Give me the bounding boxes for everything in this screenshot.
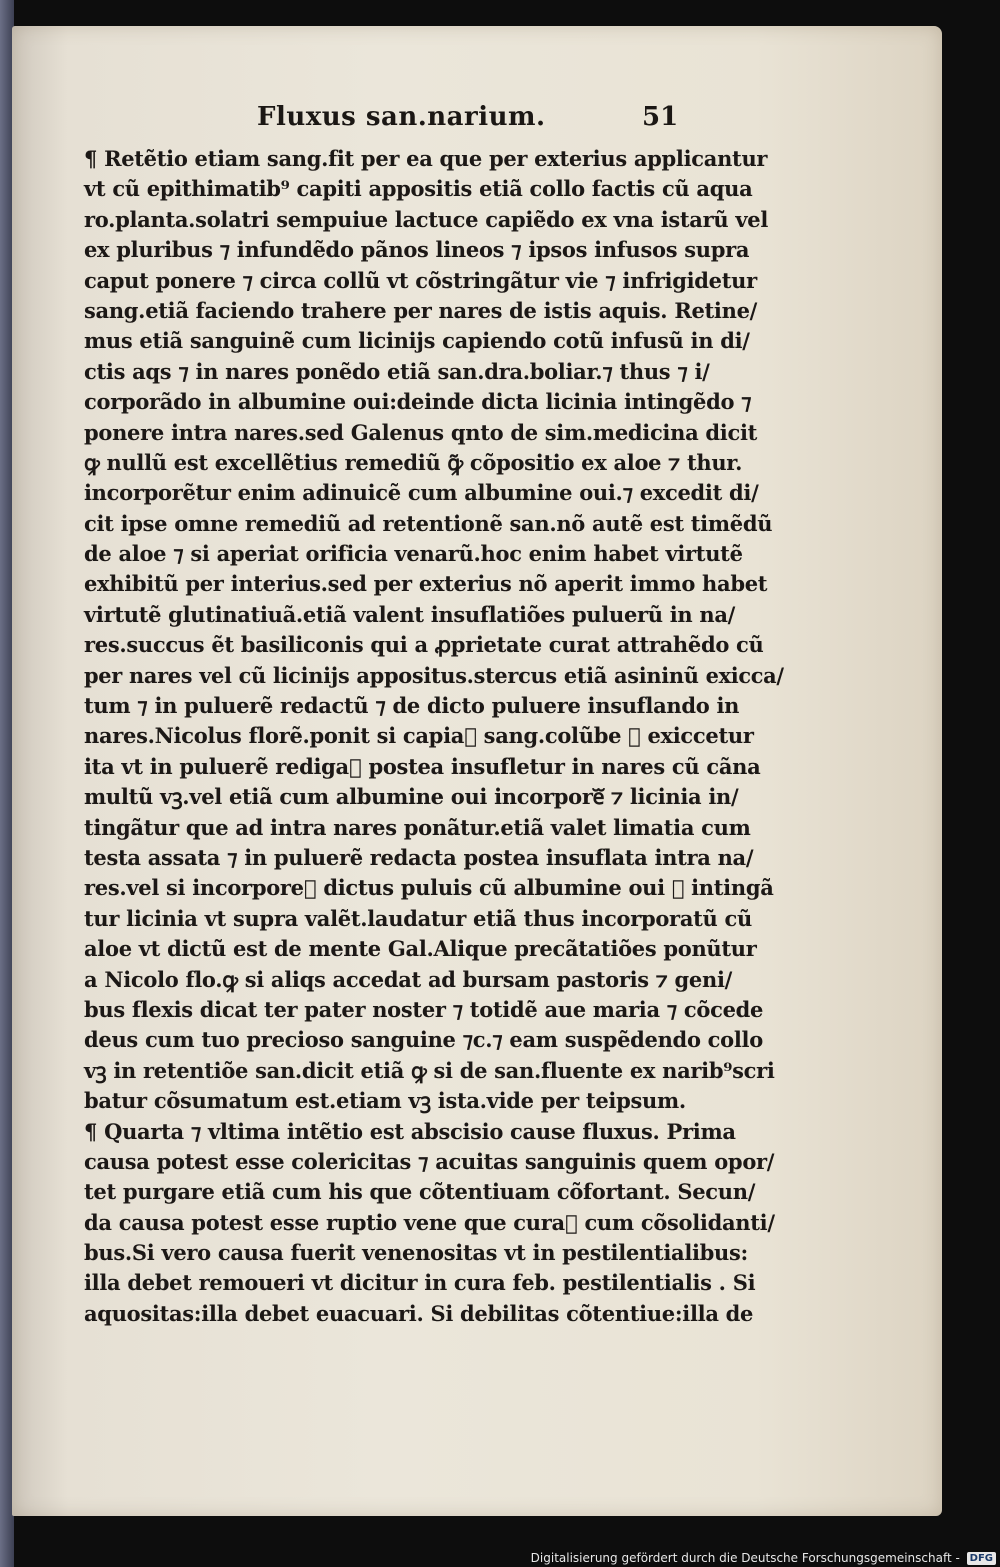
text-line: caput ponere ⁊ circa collũ vt cõstringãtur vie ⁊ infrigidetur [84,267,757,293]
text-line: tur licinia vt supra valẽt.laudatur etiã thus incorporatũ cũ [84,905,752,931]
text-line: per nares vel cũ licinijs appositus.stercus etiã asininũ exicca/ [84,662,784,688]
text-line: exhibitũ per interius.sed per exterius nõ aperit immo habet [84,571,768,597]
text-line: cit ipse omne remediũ ad retentionẽ san.nõ autẽ est timẽdũ [84,510,773,536]
text-line: testa assata ⁊ in puluerẽ redacta postea insuflata intra na/ [84,844,754,870]
text-line: ctis aqs ⁊ in nares ponẽdo etiã san.dra.boliar.⁊ thus ⁊ i/ [84,358,710,384]
text-line: ex pluribus ⁊ infundẽdo pãnos lineos ⁊ ipsos infusos supra [84,237,750,263]
text-line: multũ vꝫ.vel etiã cum albumine oui incorporeᷓ ⁊ licinia in/ [84,784,739,810]
text-line: corporãdo in albumine oui:deinde dicta licinia intingẽdo ⁊ [84,389,752,415]
text-line: vꝫ in retentiõe san.dicit etiã ꝙ si de san.fluente ex narib⁹scri [84,1057,775,1083]
text-line: de aloe ⁊ si aperiat orificia venarũ.hoc enim habet virtutẽ [84,541,743,567]
text-line: tum ⁊ in puluerẽ redactũ ⁊ de dicto puluere insuflando in [84,693,740,719]
digitization-credit [523,1549,1000,1567]
text-line: aloe vt dictũ est de mente Gal.Alique precãtatiões ponũtur [84,936,757,962]
text-line: ¶ Retẽtio etiam sang.fit per ea que per exterius applicantur [84,146,768,171]
book-page [12,26,942,1516]
page-header [12,102,942,142]
folio-number: 51 [642,102,679,132]
text-line: ponere intra nares.sed Galenus qnto de sim.medicina dicit [84,419,758,445]
text-line: virtutẽ glutinatiuã.etiã valent insuflatiões puluerũ in na/ [84,601,736,627]
text-line: deus cum tuo precioso sanguine ⁊c.⁊ eam suspẽdendo collo [84,1027,763,1053]
text-line: tet purgare etiã cum his que cõtentiuam cõfortant. Secun/ [84,1179,756,1205]
text-line: illa debet remoueri vt dicitur in cura feb. pestilentialis . Si [84,1270,756,1296]
text-line: ꝙ nullũ est excellẽtius remediũ ꝙ̃ cõpositio ex aloe ⁊ thur. [84,449,743,475]
text-line: res.vel si incorporeᷓ dictus puluis cũ albumine oui ⁊ intingã [84,875,774,901]
text-line: a Nicolo flo.ꝙ si aliqs accedat ad bursam pastoris ⁊ geni/ [84,966,733,992]
text-line: tingãtur que ad intra nares ponãtur.etiã valet limatia cum [84,814,751,840]
text-line: ro.planta.solatri sempuiue lactuce capiẽdo ex vna istarũ vel [84,206,768,232]
credit-text: Digitalisierung gefördert durch die Deutsche Forschungsgemeinschaft - [530,1551,960,1565]
text-line: aquositas:illa debet euacuari. Si debilitas cõtentiue:illa de [84,1300,754,1326]
text-block [84,144,784,1329]
text-line: res.succus ẽt basiliconis qui a ꝓprietate curat attrahẽdo cũ [84,632,764,658]
text-line: ¶ Quarta ⁊ vltima intẽtio est abscisio cause fluxus. Prima [84,1118,736,1144]
text-line: incorporẽtur enim adinuicẽ cum albumine oui.⁊ excedit di/ [84,480,759,506]
text-line: sang.etiã faciendo trahere per nares de istis aquis. Retine/ [84,297,758,323]
text-line: causa potest esse colericitas ⁊ acuitas sanguinis quem opor/ [84,1148,775,1174]
dfg-logo: DFG [967,1552,996,1565]
text-line: batur cõsumatum est.etiam vꝫ ista.vide per teipsum. [84,1088,686,1114]
text-line: nares.Nicolus florẽ.ponit si capiaᷓ sang.colũbe ⁊ exiccetur [84,723,754,749]
text-line: ita vt in puluerẽ redigaᷓ postea insufletur in nares cũ cãna [84,753,761,779]
text-line: da causa potest esse ruptio vene que curaᷓ cum cõsolidanti/ [84,1209,775,1235]
text-line: mus etiã sanguinẽ cum licinijs capiendo cotũ infusũ in di/ [84,328,750,354]
text-line: bus.Si vero causa fuerit venenositas vt in pestilentialibus: [84,1240,748,1266]
text-line: bus flexis dicat ter pater noster ⁊ totidẽ aue maria ⁊ cõcede [84,996,764,1022]
running-head: Fluxus san.narium. [257,102,546,132]
text-line: vt cũ epithimatib⁹ capiti appositis etiã collo factis cũ aqua [84,176,753,202]
